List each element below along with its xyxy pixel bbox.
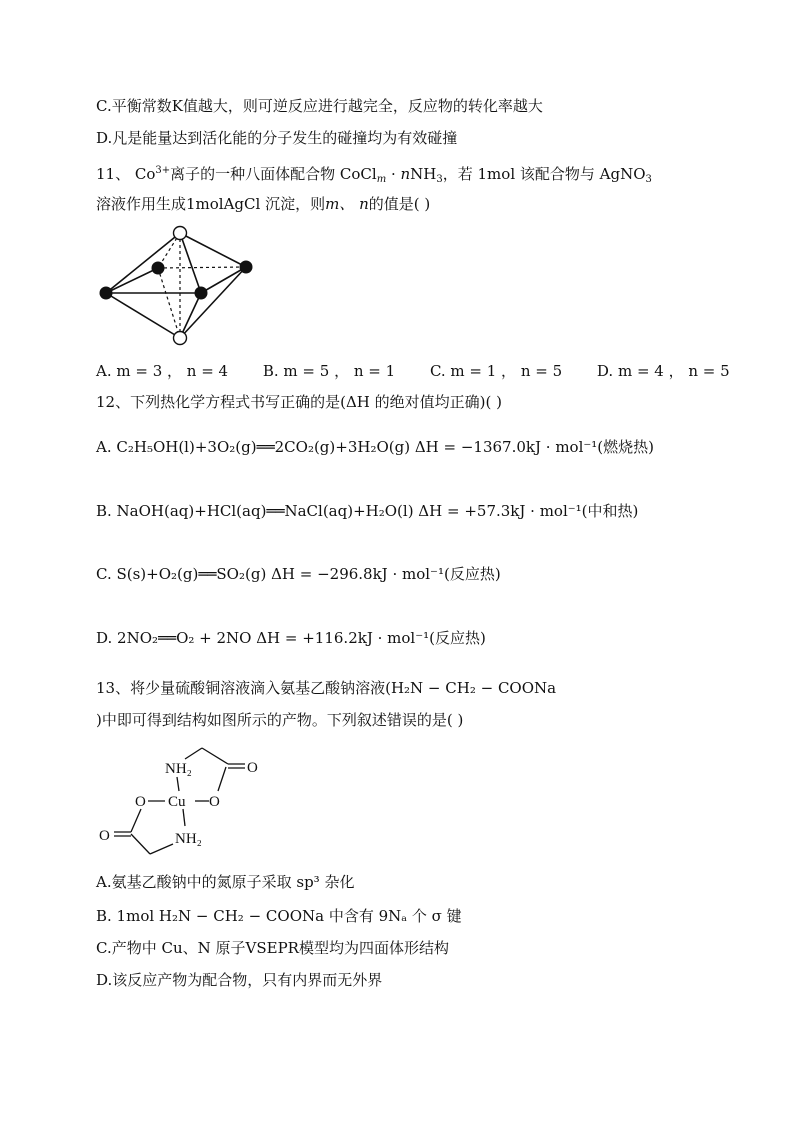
q13-option-c: C.产物中 Cu、N 原子VSEPR模型均为四面体形结构 xyxy=(96,939,449,957)
o-right-label: O xyxy=(209,794,220,810)
q12-option-b: B. NaOH(aq)+HCl(aq)══NaCl(aq)+H₂O(l) ΔH = +57.3kJ · mol⁻¹(中和热) xyxy=(96,502,639,520)
q11-option-d: D. m = 4 ， n = 5 xyxy=(596,362,730,380)
q11-stem-line2: 溶液作用生成1molAgCl 沉淀，则m、 n的值是( ) xyxy=(96,195,431,213)
o-carbonyl-bottom-label: O xyxy=(99,828,110,844)
copper-glycinate-structure xyxy=(95,742,275,860)
cu-label: Cu xyxy=(168,794,186,810)
q11-options xyxy=(96,361,760,381)
q13-option-d: D.该反应产物为配合物，只有内界而无外界 xyxy=(96,971,383,989)
nh2-top-label: NH₂ xyxy=(165,761,192,777)
nh2-bottom-label: NH₂ xyxy=(175,831,202,847)
octahedron-figure xyxy=(92,222,262,348)
o-carbonyl-top-label: O xyxy=(247,760,258,776)
q11-option-b: B. m = 5 ， n = 1 xyxy=(262,362,396,380)
q12-option-c: C. S(s)+O₂(g)══SO₂(g) ΔH = −296.8kJ · mol⁻¹(反应热) xyxy=(96,565,501,583)
q13-stem-line2: )中即可得到结构如图所示的产物。下列叙述错误的是( ) xyxy=(96,711,464,729)
q11-option-c: C. m = 1 ， n = 5 xyxy=(429,362,563,380)
q12-option-d: D. 2NO₂══O₂ + 2NO ΔH = +116.2kJ · mol⁻¹(反应热) xyxy=(96,629,486,647)
q11-option-a: A. m = 3 ， n = 4 xyxy=(96,362,229,380)
q11-stem-line1: 11、 $Co^{3+}$离子的一种八面体配合物 CoCl$_m$ · nNH$_3$，若 1mol 该配合物与 AgNO$_3$ xyxy=(96,165,652,185)
o-left-label: O xyxy=(135,794,146,810)
q12-stem: 12、下列热化学方程式书写正确的是(ΔH 的绝对值均正确)( ) xyxy=(96,393,502,411)
q13-option-a: A.氨基乙酸钠中的氮原子采取 sp³ 杂化 xyxy=(96,873,355,891)
q10-option-d: D.凡是能量达到活化能的分子发生的碰撞均为有效碰撞 xyxy=(96,129,458,147)
q10-option-c: C.平衡常数K值越大，则可逆反应进行越完全，反应物的转化率越大 xyxy=(96,97,543,115)
q12-option-a: A. C₂H₅OH(l)+3O₂(g)══2CO₂(g)+3H₂O(g) ΔH = −1367.0kJ · mol⁻¹(燃烧热) xyxy=(96,438,655,456)
q13-stem-line1: 13、将少量硫酸铜溶液滴入氨基乙酸钠溶液(H₂N − CH₂ − COONa xyxy=(96,679,557,697)
q13-option-b: B. 1mol H₂N − CH₂ − COONa 中含有 9Nₐ 个 σ 键 xyxy=(96,907,462,925)
